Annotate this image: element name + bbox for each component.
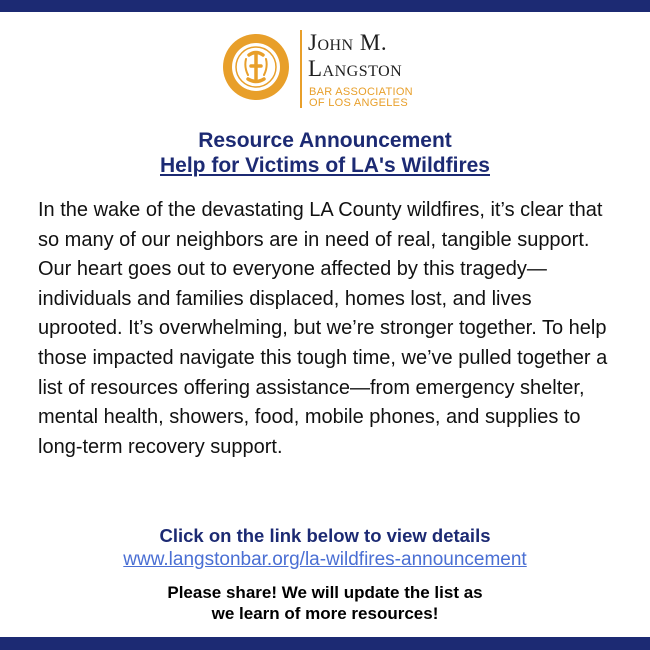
headline [0,128,650,178]
logo-name-line-1: John M. [308,30,388,55]
logo-sub-line-2: OF LOS ANGELES [309,97,408,109]
logo-sub-line-1: BAR ASSOCIATION [309,86,413,98]
top-border-bar [0,0,650,12]
logo-subtitle [309,87,413,109]
call-to-action [0,524,650,572]
logo-divider [300,30,302,108]
wildfires-announcement-link[interactable]: www.langstonbar.org/la-wildfires-announcement [123,549,527,570]
share-note [0,582,650,624]
logo-name [308,30,402,82]
share-line-1: Please share! We will update the list as [167,583,483,602]
association-logo [222,28,432,112]
share-line-2: we learn of more resources! [211,604,439,623]
headline-subtitle: Help for Victims of LA's Wildfires [160,154,490,177]
cta-label: Click on the link below to view details [159,525,491,546]
body-paragraph: In the wake of the devastating LA County wildfires, it’s clear that so many of our neighbors are in need of real, tangible support. Our heart goes out to everyone affected by this tragedy— individuals and families displaced, homes lost, and lives uprooted. It’s overwhelming, but we’re stronger together. To help those impacted navigate this tough time, we’ve pulled together a list of resources offering assistance—from emergency shelter, mental health, showers, food, mobile phones, and supplies to long-term recovery support. [38,199,608,458]
jml-monogram-icon [222,33,290,101]
logo-name-line-2: Langston [308,56,403,81]
bottom-border-bar [0,637,650,650]
headline-title: Resource Announcement [198,129,452,152]
